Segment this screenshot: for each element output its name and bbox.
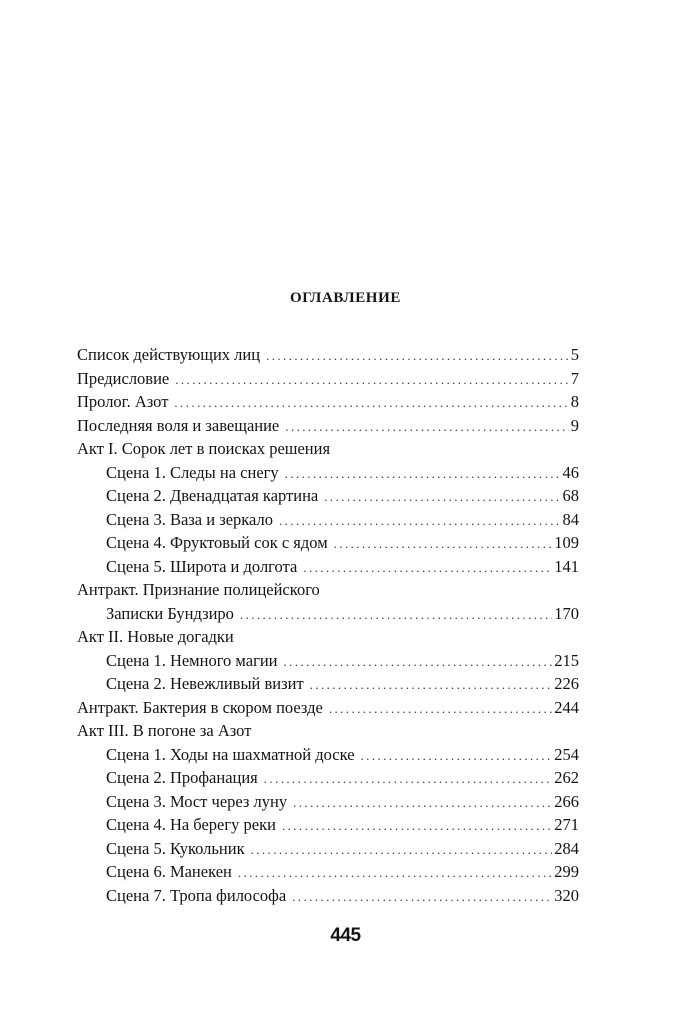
toc-entry [77, 437, 579, 461]
toc-entry [77, 837, 579, 861]
toc-entry-label: Пролог. Азот [77, 392, 169, 411]
dot-leader [292, 885, 552, 909]
toc-entry-page-number: 254 [554, 744, 579, 764]
toc-entry-label: Сцена 1. Немного магии [106, 650, 278, 670]
toc-entry-label: Сцена 4. Фруктовый сок с ядом [106, 533, 328, 552]
dot-leader [310, 673, 553, 697]
toc-entry-label: Предисловие [77, 368, 170, 388]
toc-entry-page-number: 215 [554, 650, 579, 670]
toc-entry-label: Акт II. Новые догадки [77, 627, 234, 646]
toc-entry [77, 860, 579, 884]
toc-entry-page-number: 226 [554, 674, 579, 693]
dot-leader [293, 791, 552, 815]
toc-entry-label: Последняя воля и завещание [77, 415, 280, 435]
toc-entry [77, 578, 579, 602]
toc-entry [77, 672, 579, 696]
toc-entry-label: Сцена 3. Ваза и зеркало [106, 509, 273, 529]
toc-entry-label: Сцена 1. Следы на снегу [106, 462, 279, 482]
toc-entry-label: Сцена 2. Двенадцатая картина [106, 486, 319, 505]
dot-leader [279, 509, 561, 533]
toc-entry-label: Сцена 4. На берегу реки [106, 815, 276, 834]
toc-entry [77, 367, 579, 391]
toc-entry-page-number: 266 [554, 791, 579, 811]
toc-entry-label: Акт III. В погоне за Азот [77, 721, 252, 740]
toc-entry [77, 508, 579, 532]
toc-entry-label: Сцена 2. Профанация [106, 768, 258, 787]
dot-leader [329, 697, 552, 721]
toc-entry-label: Сцена 2. Невежливый визит [106, 674, 304, 693]
dot-leader [285, 415, 568, 439]
table-of-contents [77, 343, 579, 907]
toc-entry-page-number: 244 [554, 697, 579, 717]
dot-leader [361, 744, 553, 768]
toc-entry [77, 766, 579, 790]
dot-leader [175, 368, 569, 392]
toc-entry [77, 884, 579, 908]
toc-entry-page-number: 8 [570, 392, 579, 411]
toc-entry [77, 414, 579, 438]
dot-leader [174, 391, 568, 415]
toc-entry-page-number: 170 [554, 603, 579, 623]
dot-leader [264, 767, 552, 791]
toc-entry-page-number: 271 [554, 815, 579, 834]
toc-entry-label: Сцена 5. Кукольник [106, 838, 245, 858]
toc-entry-page-number: 299 [554, 862, 579, 881]
toc-entry-page-number: 68 [562, 486, 579, 505]
toc-entry [77, 696, 579, 720]
toc-entry [77, 649, 579, 673]
dot-leader [238, 861, 552, 885]
toc-entry-label: Акт I. Сорок лет в поисках решения [77, 439, 331, 458]
dot-leader [266, 344, 569, 368]
toc-entry [77, 461, 579, 485]
toc-entry [77, 625, 579, 649]
dot-leader [303, 556, 552, 580]
toc-entry [77, 484, 579, 508]
toc-entry-label: Список действующих лиц [77, 345, 261, 364]
toc-entry-label: Антракт. Бактерия в скором поезде [77, 697, 323, 717]
dot-leader [251, 838, 553, 862]
page-title: ОГЛАВЛЕНИЕ [290, 290, 401, 306]
toc-entry-page-number: 84 [562, 509, 579, 529]
toc-entry-label: Сцена 7. Тропа философа [106, 885, 287, 905]
toc-entry [77, 555, 579, 579]
toc-entry-page-number: 5 [570, 345, 579, 364]
toc-entry [77, 813, 579, 837]
toc-entry-label: Записки Бундзиро [106, 603, 234, 623]
page-number: 445 [330, 925, 361, 946]
toc-entry [77, 390, 579, 414]
dot-leader [284, 650, 553, 674]
toc-entry-label: Сцена 1. Ходы на шахматной доске [106, 744, 355, 764]
dot-leader [334, 532, 553, 556]
toc-entry [77, 719, 579, 743]
dot-leader [240, 603, 552, 627]
dot-leader [282, 814, 552, 838]
toc-entry [77, 343, 579, 367]
toc-entry [77, 743, 579, 767]
toc-entry-label: Антракт. Признание полицейского [77, 580, 320, 599]
toc-entry-page-number: 7 [570, 368, 579, 388]
toc-entry-page-number: 262 [554, 768, 579, 787]
toc-entry-page-number: 9 [570, 415, 579, 435]
toc-entry-label: Сцена 3. Мост через луну [106, 791, 288, 811]
toc-entry [77, 531, 579, 555]
toc-entry-page-number: 109 [554, 533, 579, 552]
dot-leader [324, 485, 560, 509]
toc-entry [77, 602, 579, 626]
toc-entry-page-number: 284 [554, 838, 579, 858]
dot-leader [285, 462, 561, 486]
toc-entry-page-number: 46 [562, 462, 579, 482]
toc-entry-page-number: 141 [554, 556, 579, 576]
toc-entry-label: Сцена 5. Широта и долгота [106, 556, 298, 576]
toc-entry-page-number: 320 [554, 885, 579, 905]
toc-entry [77, 790, 579, 814]
toc-entry-label: Сцена 6. Манекен [106, 862, 232, 881]
